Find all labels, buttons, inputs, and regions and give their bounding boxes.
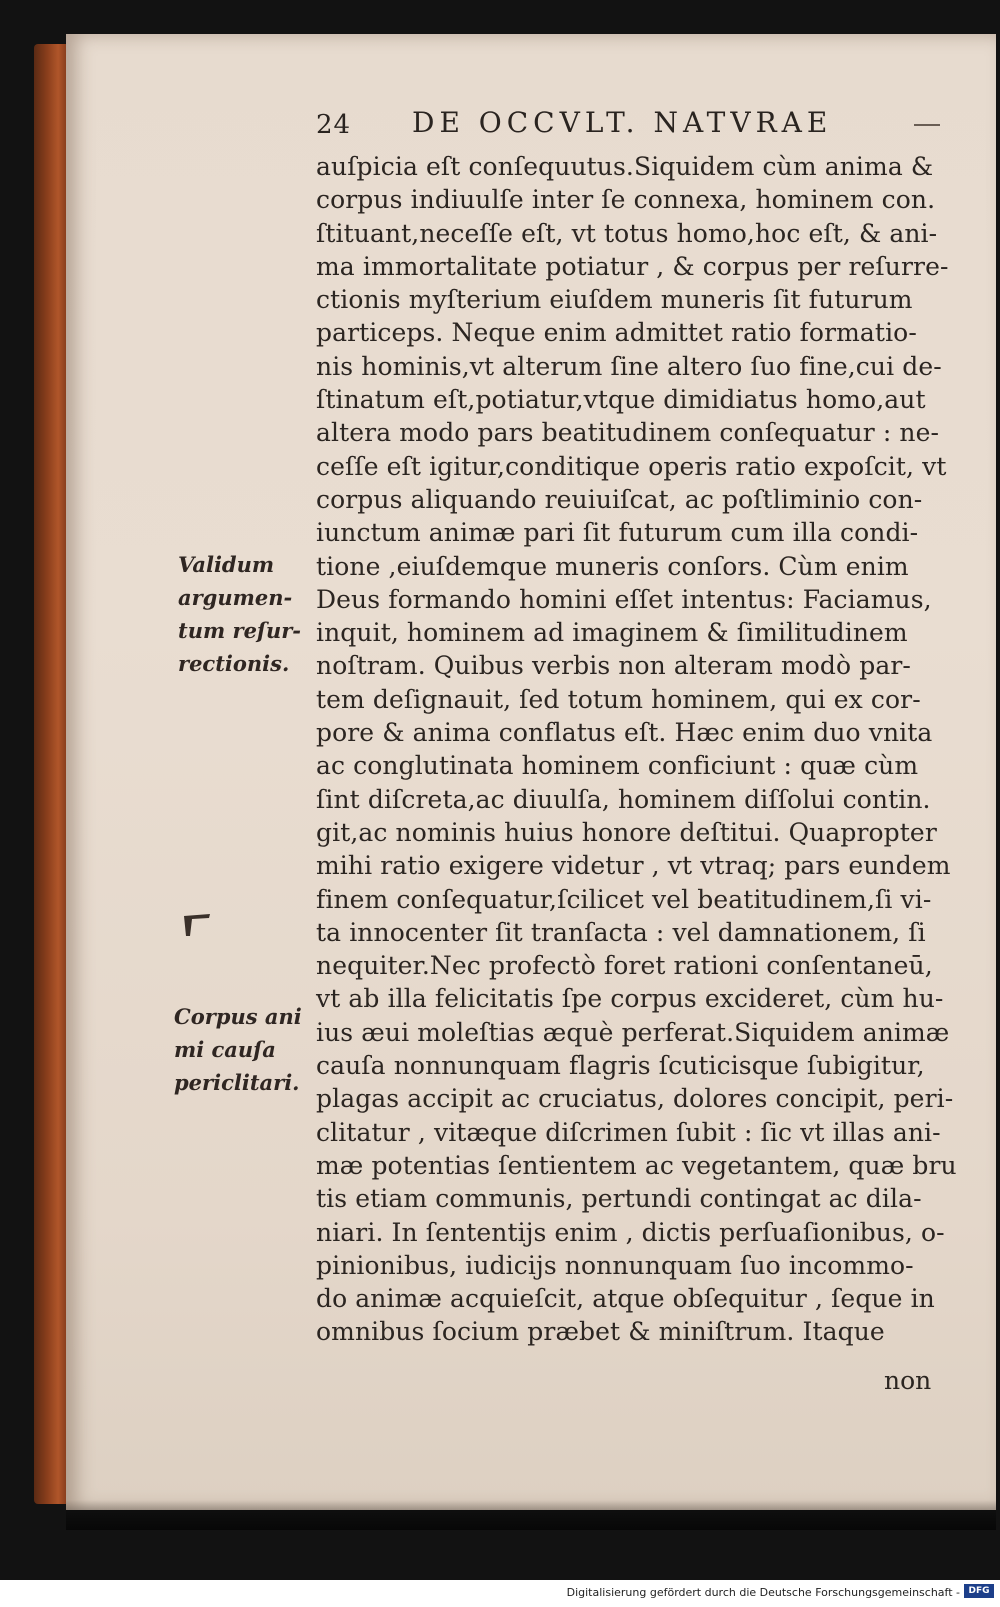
text-line: particeps. Neque enim admittet ratio formatio- bbox=[316, 318, 917, 348]
running-title: DE OCCVLT. NATVRAE bbox=[412, 106, 833, 139]
text-line: niari. In ſententijs enim , dictis perſuaſionibus, o- bbox=[316, 1217, 945, 1247]
margin-note-line: mi cauſa bbox=[174, 1037, 276, 1062]
text-line: noſtram. Quibus verbis non alteram modò par- bbox=[316, 651, 911, 681]
text-line: finem conſequatur,ſcilicet vel beatitudinem,ſi vi- bbox=[316, 884, 932, 914]
text-line: Deus formando homini eſſet intentus: Faciamus, bbox=[316, 584, 932, 614]
text-line: mæ potentias ſentientem ac vegetantem, quæ bru bbox=[316, 1150, 957, 1180]
text-line: inquit, hominem ad imaginem & ſimilitudinem bbox=[316, 618, 908, 648]
text-line: omnibus ſocium præbet & miniſtrum. Itaque bbox=[316, 1317, 885, 1347]
running-head bbox=[316, 106, 956, 146]
text-line: plagas accipit ac cruciatus, dolores concipit, peri- bbox=[316, 1084, 954, 1114]
digitization-credit: Digitalisierung gefördert durch die Deutsche Forschungsgemeinschaft - bbox=[566, 1586, 960, 1599]
text-line: do animæ acquieſcit, atque obſequitur , ſeque in bbox=[316, 1284, 935, 1314]
text-line: pinionibus, iudicijs nonnunquam ſuo incommo- bbox=[316, 1250, 914, 1280]
text-line: clitatur , vitæque diſcrimen ſubit : ſic vt illas ani- bbox=[316, 1117, 941, 1147]
margin-note-line: periclitari. bbox=[174, 1070, 300, 1095]
text-line: tem deſignauit, ſed totum hominem, qui ex cor- bbox=[316, 684, 921, 714]
margin-note-line: Validum bbox=[178, 552, 275, 577]
text-line: ſint diſcreta,ac diuulſa, hominem diſſolui contin. bbox=[316, 784, 931, 814]
margin-note-line: tum reſur- bbox=[178, 618, 302, 643]
catchword: non bbox=[884, 1366, 932, 1395]
text-line: tione ,eiuſdemque muneris conſors. Cùm enim bbox=[316, 551, 909, 581]
head-dash bbox=[914, 124, 940, 126]
text-line: vt ab illa felicitatis ſpe corpus excideret, cùm hu- bbox=[316, 984, 944, 1014]
text-line: altera modo pars beatitudinem conſequatur : ne- bbox=[316, 418, 940, 448]
text-line: mihi ratio exigere videtur , vt vtraq; pars eundem bbox=[316, 851, 951, 881]
margin-note-resurrection bbox=[178, 548, 301, 680]
text-line: corpus indiuulſe inter ſe connexa, hominem con. bbox=[316, 185, 936, 215]
text-line: ſtituant,neceſſe eſt, vt totus homo,hoc eſt, & ani- bbox=[316, 218, 938, 248]
text-line: ta innocenter ſit tranſacta : vel damnationem, ſi bbox=[316, 917, 926, 947]
dfg-logo: DFG bbox=[964, 1584, 994, 1598]
text-line: iunctum animæ pari ſit futurum cum illa condi- bbox=[316, 518, 919, 548]
margin-note-line: Corpus ani bbox=[174, 1004, 302, 1029]
margin-note-line: rectionis. bbox=[178, 651, 290, 676]
text-line: pore & anima conflatus eſt. Hæc enim duo vnita bbox=[316, 718, 933, 748]
text-line: ctionis myſterium eiuſdem muneris ſit futurum bbox=[316, 285, 913, 315]
printers-mark-icon bbox=[180, 910, 216, 942]
text-line: auſpicia eſt conſequutus.Siquidem cùm anima & bbox=[316, 152, 934, 181]
text-line: tis etiam communis, pertundi contingat ac dila- bbox=[316, 1184, 922, 1214]
text-line: nis hominis,vt alterum ſine altero ſuo fine,cui de- bbox=[316, 351, 942, 381]
text-line: corpus aliquando reuiuiſcat, ac poſtliminio con- bbox=[316, 484, 923, 514]
margin-note-line: argumen- bbox=[178, 585, 293, 610]
text-line: ma immortalitate potiatur , & corpus per reſurre- bbox=[316, 251, 949, 281]
main-text-block bbox=[316, 150, 956, 1349]
text-line: cauſa nonnunquam flagris ſcuticisque ſubigitur, bbox=[316, 1051, 925, 1081]
text-line: ſtinatum eſt,potiatur,vtque dimidiatus homo,aut bbox=[316, 385, 926, 415]
page-number: 24 bbox=[316, 110, 352, 140]
margin-note-body-soul bbox=[174, 1000, 302, 1099]
text-line: ac conglutinata hominem conficiunt : quæ cùm bbox=[316, 751, 919, 781]
text-line: git,ac nominis huius honore deſtitui. Quapropter bbox=[316, 817, 937, 847]
page-bottom-shadow bbox=[66, 1500, 996, 1530]
text-line: ius æui moleſtias æquè perferat.Siquidem animæ bbox=[316, 1017, 950, 1047]
text-line: ceſſe eſt igitur,conditique operis ratio expoſcit, vt bbox=[316, 451, 947, 481]
text-line: nequiter.Nec profectò foret rationi conſentaneū, bbox=[316, 951, 933, 981]
